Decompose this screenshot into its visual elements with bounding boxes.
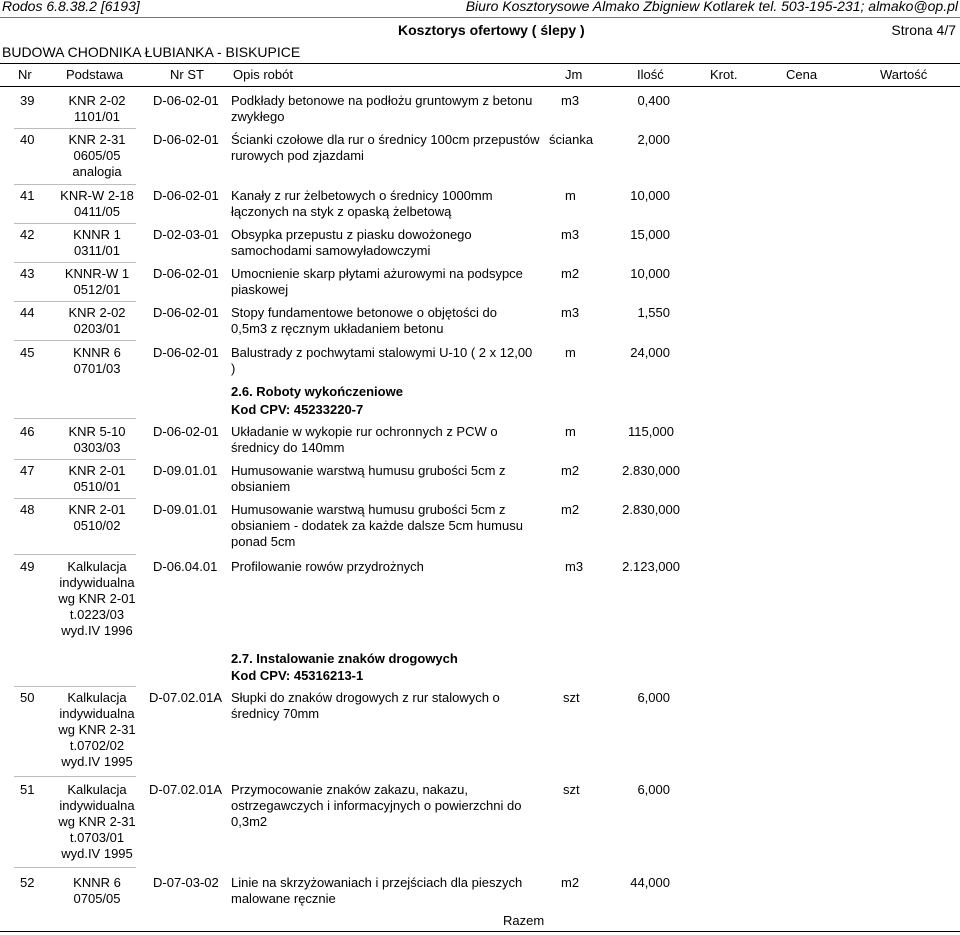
row-nrst: D-06-02-01 bbox=[153, 345, 219, 360]
row-number: 51 bbox=[20, 782, 35, 797]
section-title: 2.7. Instalowanie znaków drogowych bbox=[231, 651, 458, 666]
row-nrst: D-07.02.01A bbox=[149, 690, 222, 705]
row-description: Ścianki czołowe dla rur o średnicy 100cm przepustów rurowych pod zjazdami bbox=[231, 132, 540, 163]
row-quantity: 2,000 bbox=[637, 132, 670, 147]
row-separator bbox=[14, 776, 136, 777]
column-header-nrst: Nr ST bbox=[170, 67, 204, 82]
column-header-krot: Krot. bbox=[710, 67, 738, 82]
row-quantity: 6,000 bbox=[637, 782, 670, 797]
row-number: 45 bbox=[20, 345, 35, 360]
row-podstawa: KNR 2-02 0203/01 bbox=[68, 305, 126, 336]
section-title: 2.6. Roboty wykończeniowe bbox=[231, 384, 403, 399]
row-unit: szt bbox=[563, 782, 580, 797]
row-separator bbox=[14, 418, 136, 419]
row-quantity: 115,000 bbox=[627, 424, 674, 439]
row-number: 52 bbox=[20, 875, 35, 890]
row-nrst: D-06-02-01 bbox=[153, 132, 219, 147]
row-number: 41 bbox=[20, 188, 35, 203]
row-separator bbox=[14, 686, 136, 687]
row-number: 39 bbox=[20, 93, 35, 108]
row-unit: m3 bbox=[561, 227, 580, 242]
row-number: 49 bbox=[20, 559, 35, 574]
row-description: Umocnienie skarp płytami ażurowymi na podsypce piaskowej bbox=[231, 266, 523, 297]
row-description: Podkłady betonowe na podłożu gruntowym z betonu zwykłego bbox=[231, 93, 533, 124]
row-nrst: D-07-03-02 bbox=[153, 875, 219, 890]
row-unit: m2 bbox=[561, 463, 580, 478]
row-unit: m3 bbox=[561, 93, 580, 108]
row-quantity: 6,000 bbox=[637, 690, 670, 705]
row-number: 44 bbox=[20, 305, 35, 320]
row-number: 42 bbox=[20, 227, 35, 242]
section-cpv: Kod CPV: 45316213-1 bbox=[231, 668, 364, 683]
row-separator bbox=[14, 498, 136, 499]
row-description: Kanały z rur żelbetowych o średnicy 1000mm łączonych na styk z opaską żelbetową bbox=[231, 188, 493, 219]
row-quantity: 44,000 bbox=[630, 875, 670, 890]
section-cpv: Kod CPV: 45233220-7 bbox=[231, 402, 364, 417]
row-nrst: D-09.01.01 bbox=[153, 463, 218, 478]
column-header-nr: Nr bbox=[18, 67, 32, 82]
row-podstawa: KNNR-W 1 0512/01 bbox=[64, 266, 130, 297]
row-unit: m bbox=[565, 188, 576, 203]
row-quantity: 10,000 bbox=[630, 266, 670, 281]
row-nrst: D-06-02-01 bbox=[153, 93, 219, 108]
row-description: Przymocowanie znaków zakazu, nakazu, ostrzegawczych i informacyjnych o powierzchni do 0,3m2 bbox=[231, 782, 522, 829]
row-podstawa: KNR 2-02 1101/01 bbox=[68, 93, 126, 124]
row-podstawa: Kalkulacja indywidualna wg KNR 2-01 t.0223/03 wyd.IV 1996 bbox=[58, 559, 136, 638]
row-unit: m bbox=[565, 424, 576, 439]
row-description: Humusowanie warstwą humusu grubości 5cm z obsianiem - dodatek za każde dalsze 5cm humusu ponad 5cm bbox=[231, 502, 523, 549]
row-podstawa: KNNR 1 0311/01 bbox=[73, 227, 121, 258]
row-podstawa: KNNR 6 0705/05 bbox=[73, 875, 121, 906]
row-nrst: D-06-02-01 bbox=[153, 424, 219, 439]
row-number: 47 bbox=[20, 463, 35, 478]
row-unit: szt bbox=[563, 690, 580, 705]
row-separator bbox=[14, 459, 136, 460]
document-title: Kosztorys ofertowy ( ślepy ) bbox=[398, 22, 585, 38]
row-description: Stopy fundamentowe betonowe o objętości do 0,5m3 z ręcznym układaniem betonu bbox=[231, 305, 497, 336]
row-unit: m2 bbox=[561, 266, 580, 281]
row-description: Profilowanie rowów przydrożnych bbox=[231, 559, 424, 574]
row-description: Układanie w wykopie rur ochronnych z PCW o średnicy do 140mm bbox=[231, 424, 498, 455]
row-unit: ścianka bbox=[549, 132, 594, 147]
row-unit: m3 bbox=[561, 305, 580, 320]
row-number: 48 bbox=[20, 502, 35, 517]
row-description: Balustrady z pochwytami stalowymi U-10 ( 2 x 12,00 ) bbox=[231, 345, 533, 376]
row-description: Linie na skrzyżowaniach i przejściach dla pieszych malowane ręcznie bbox=[231, 875, 523, 906]
row-nrst: D-06-02-01 bbox=[153, 305, 219, 320]
row-quantity: 15,000 bbox=[630, 227, 670, 242]
row-description: Obsypka przepustu z piasku dowożonego samochodami samowyładowczymi bbox=[231, 227, 472, 258]
row-podstawa: KNNR 6 0701/03 bbox=[73, 345, 121, 376]
row-nrst: D-06.04.01 bbox=[153, 559, 218, 574]
row-separator bbox=[14, 262, 136, 263]
row-nrst: D-09.01.01 bbox=[153, 502, 218, 517]
row-podstawa: KNR-W 2-18 0411/05 bbox=[60, 188, 134, 219]
row-nrst: D-07.02.01A bbox=[149, 782, 222, 797]
column-header-ilosc: Ilość bbox=[637, 67, 664, 82]
row-quantity: 0,400 bbox=[637, 93, 670, 108]
row-quantity: 24,000 bbox=[630, 345, 670, 360]
row-unit: m3 bbox=[565, 559, 584, 574]
row-quantity: 10,000 bbox=[630, 188, 670, 203]
header-divider bbox=[0, 17, 960, 18]
row-quantity: 2.830,000 bbox=[622, 463, 680, 478]
row-podstawa: Kalkulacja indywidualna wg KNR 2-31 t.0703/01 wyd.IV 1995 bbox=[58, 782, 136, 861]
row-unit: m bbox=[565, 345, 576, 360]
project-name: BUDOWA CHODNIKA ŁUBIANKA - BISKUPICE bbox=[2, 44, 301, 60]
row-podstawa: KNR 2-01 0510/02 bbox=[68, 502, 126, 533]
column-header-cena: Cena bbox=[786, 67, 818, 82]
row-description: Humusowanie warstwą humusu grubości 5cm z obsianiem bbox=[231, 463, 506, 494]
row-separator bbox=[14, 554, 136, 555]
row-unit: m2 bbox=[561, 875, 580, 890]
row-podstawa: Kalkulacja indywidualna wg KNR 2-31 t.0702/02 wyd.IV 1995 bbox=[58, 690, 136, 769]
row-nrst: D-06-02-01 bbox=[153, 266, 219, 281]
row-separator bbox=[14, 301, 136, 302]
razem-label: Razem bbox=[503, 913, 545, 928]
app-version: Rodos 6.8.38.2 [6193] bbox=[2, 0, 140, 14]
row-separator bbox=[14, 340, 136, 341]
row-podstawa: KNR 2-31 0605/05 analogia bbox=[68, 132, 126, 179]
page-number: Strona 4/7 bbox=[891, 22, 956, 38]
row-number: 46 bbox=[20, 424, 35, 439]
row-separator bbox=[14, 867, 136, 868]
row-podstawa: KNR 2-01 0510/01 bbox=[68, 463, 126, 494]
row-separator bbox=[14, 184, 136, 185]
columns-top-rule bbox=[0, 63, 960, 64]
row-description: Słupki do znaków drogowych z rur stalowych o średnicy 70mm bbox=[231, 690, 500, 721]
row-number: 40 bbox=[20, 132, 35, 147]
row-nrst: D-02-03-01 bbox=[153, 227, 219, 242]
row-unit: m2 bbox=[561, 502, 580, 517]
footer-rule bbox=[0, 931, 960, 932]
row-number: 43 bbox=[20, 266, 35, 281]
row-nrst: D-06-02-01 bbox=[153, 188, 219, 203]
company-info: Biuro Kosztorysowe Almako Zbigniew Kotlarek tel. 503-195-231; almako@op.pl bbox=[465, 0, 958, 14]
column-header-podstawa: Podstawa bbox=[66, 67, 124, 82]
column-header-jm: Jm bbox=[565, 67, 583, 82]
column-header-wartosc: Wartość bbox=[880, 67, 928, 82]
column-header-opis: Opis robót bbox=[233, 67, 293, 82]
row-number: 50 bbox=[20, 690, 35, 705]
row-quantity: 2.123,000 bbox=[622, 559, 680, 574]
row-quantity: 1,550 bbox=[637, 305, 670, 320]
row-separator bbox=[14, 128, 136, 129]
row-separator bbox=[14, 223, 136, 224]
row-quantity: 2.830,000 bbox=[622, 502, 680, 517]
row-podstawa: KNR 5-10 0303/03 bbox=[68, 424, 126, 455]
columns-bottom-rule bbox=[0, 86, 960, 87]
